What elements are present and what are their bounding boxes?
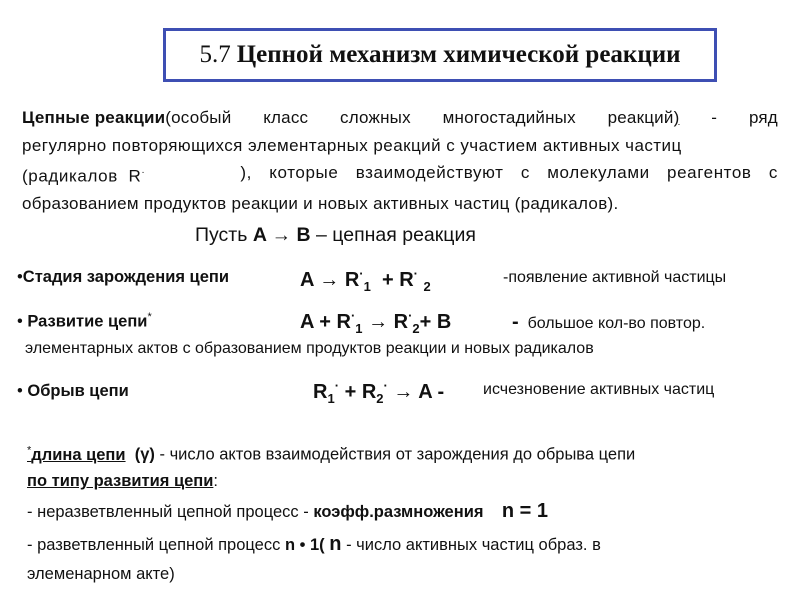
footnote-line-1 xyxy=(27,444,635,465)
termination-desc-text: исчезновение активных частиц xyxy=(483,381,715,398)
intro-line-4: образованием продуктов реакции и новых активных частиц (радикалов). xyxy=(22,194,619,214)
termination-desc xyxy=(483,381,714,399)
gamma-symbol: (γ) xyxy=(134,445,155,464)
intro-text: ряд xyxy=(748,108,778,127)
branched-text: - разветвленный цепной процесс xyxy=(27,536,281,554)
stage-label: Стадия зарождения цепи xyxy=(22,268,229,286)
n-symbol: n xyxy=(329,533,342,555)
multiplication-coeff: коэфф.размножения xyxy=(313,503,484,521)
initiation-equation: $A \to R^\cdot_1 + R^\cdot$ $_2$ xyxy=(300,266,431,294)
stage-termination xyxy=(17,382,129,401)
example-prefix: Пусть xyxy=(195,224,248,246)
intro-text: многостадийных xyxy=(442,108,576,127)
propagation-equation: $A + R^\cdot_1 \to R^\cdot_2+ B$ xyxy=(300,308,452,336)
dash: - xyxy=(512,311,519,333)
n-bullet-1: n • 1( xyxy=(284,536,325,554)
intro-text: реакций xyxy=(607,108,674,127)
propagation-desc-text: большое кол-во повтор. xyxy=(527,315,706,332)
initiation-desc-text: -появление активной частицы xyxy=(503,269,727,286)
bullet: • xyxy=(17,268,23,286)
termination-equation: $R_1^\cdot + R_2^\cdot \to A$ - xyxy=(313,378,445,406)
title-number: 5.7 xyxy=(199,41,231,68)
chain-length-term: длина цепи xyxy=(31,445,126,464)
unbranched-text: - неразветвленный цепной процесс - xyxy=(27,503,309,521)
intro-text: ), которые взаимодействуют с молекулами реагентов с xyxy=(240,163,778,182)
stage-propagation xyxy=(17,311,152,332)
intro-text: (радикалов xyxy=(22,166,118,186)
stage-label: Обрыв цепи xyxy=(27,382,129,400)
intro-text: класс xyxy=(263,108,309,127)
branched-text-rest: - число активных частиц образ. в xyxy=(346,536,601,554)
bullet: • xyxy=(17,312,23,331)
intro-line-2: регулярно повторяющихся элементарных реакций с участием активных частиц xyxy=(22,135,682,155)
intro-text: R xyxy=(128,166,142,186)
intro-text: (особый xyxy=(165,108,232,127)
footnote-item-1 xyxy=(27,500,548,523)
intro-text: ) xyxy=(673,108,680,127)
initiation-desc xyxy=(503,269,726,287)
intro-line-3: (радикалов R· ), которые взаимодействуют с молекулами реагентов с xyxy=(22,159,778,190)
n-equals-1: n = 1 xyxy=(501,500,548,522)
chain-length-definition: - число актов взаимодействия от зарождения до обрыва цепи xyxy=(159,445,636,464)
footnote-item-3: элеменарном акте) xyxy=(27,565,175,583)
intro-term: Цепные реакции xyxy=(22,108,166,127)
intro-text: сложных xyxy=(340,108,411,127)
propagation-desc xyxy=(512,311,705,334)
colon: : xyxy=(213,472,218,490)
example-suffix: – цепная реакция xyxy=(316,224,476,246)
intro-text: - xyxy=(711,108,718,127)
by-type-heading: по типу развития цепи xyxy=(27,472,214,490)
title-text: Цепной механизм химической реакции xyxy=(236,41,681,68)
stage-label: Развитие цепи xyxy=(27,312,148,331)
footnote-mark: * xyxy=(147,311,152,323)
example-equation: A → B xyxy=(252,224,311,246)
intro-paragraph xyxy=(22,104,778,218)
footnote-item-2 xyxy=(27,533,601,556)
title-box xyxy=(163,28,717,82)
propagation-desc-2: элементарных актов с образованием продуктов реакции и новых радикалов xyxy=(25,340,594,357)
stage-initiation xyxy=(17,268,229,287)
intro-line-1 xyxy=(22,104,778,132)
example-line xyxy=(195,224,476,247)
footnote-mark: * xyxy=(27,444,32,456)
bullet: • xyxy=(17,382,23,400)
footnote-line-2 xyxy=(27,472,218,491)
